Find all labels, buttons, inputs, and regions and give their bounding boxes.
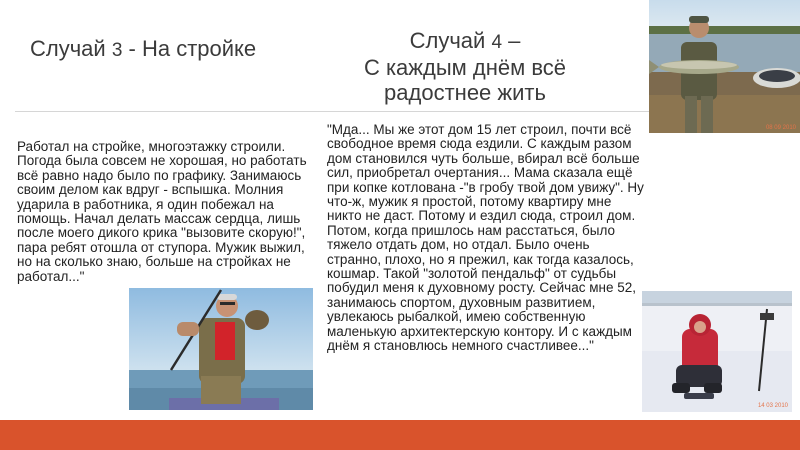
- case3-title: [30, 36, 256, 62]
- fisherman-with-pike-photo: [649, 0, 800, 133]
- case3-title-prefix: Случай: [30, 36, 112, 61]
- bottom-accent-bar: [0, 420, 800, 450]
- case3-title-suffix: - На стройке: [122, 36, 257, 61]
- case4-title-number: 4: [491, 32, 503, 53]
- case3-body-text: Работал на стройке, многоэтажку строили. Погода была совсем не хорошая, но работать всё равно надо было по графику. Занимаюсь своим делом как вдруг - вспышка. Молния ударила в работника, я один побежал на помощь. Начал делать массаж сердца, лишь после моего дикого крика "вызовите скорую!", пара ребят отошла от ступора. Мужик выжил, но на сколько знаю, больше на стройках не работал...": [17, 139, 307, 284]
- ice-fishing-photo: [642, 291, 792, 412]
- case4-title-line2: С каждым днём всё: [363, 55, 567, 80]
- case3-title-number: 3: [111, 40, 123, 61]
- case4-title-dash: –: [502, 28, 521, 53]
- pike-photo-date-stamp: 08 09 2010: [765, 125, 796, 131]
- case4-title-line1: [330, 28, 600, 55]
- case4-title-line3: радостнее жить: [384, 80, 546, 105]
- ice-photo-date-stamp: 14 03 2010: [757, 403, 788, 409]
- case4-body-text: "Мда... Мы же этот дом 15 лет строил, почти всё свободное время сюда ездили. С каждым разом дом становился чуть больше, вбирал всё больше сил, приобретал очертания... Мама сказала ещё при копке котлована -"в гробу твой дом увижу". Ну что-ж, мужик я простой, потому квартиру мне никто не даст. Потому и ездил сюда, строил дом. Потом, когда пришлось нам расстаться, было тяжело отдать дом, но отдал. Было очень странно, плохо, но я прежил, как тогда казалось, кошмар. Такой "золотой пендальф" от судьбы побудил меня к духовному росту. Сейчас мне 52, занимаюсь спортом, духовным развитием, увлекаюсь рыбалкой, имею собственную маленькую архитектерскую контору. И с каждым днём я становлюсь немного счастливее...": [327, 122, 644, 354]
- case4-title: [330, 28, 600, 105]
- fisherman-with-rod-photo: [129, 288, 313, 410]
- case4-title-prefix: Случай: [409, 28, 492, 53]
